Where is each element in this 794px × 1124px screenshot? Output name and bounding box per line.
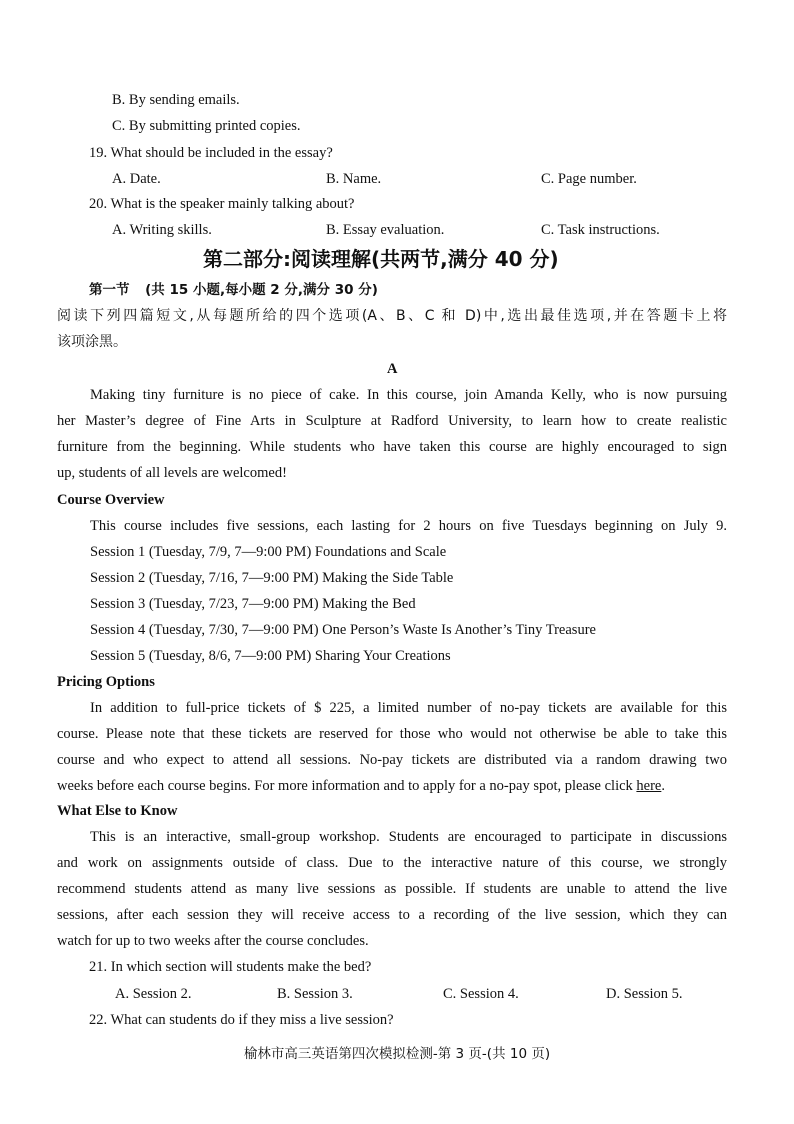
- pricing-line-3: course and who expect to attend all sessions. No-pay tickets are distributed via a random drawing two: [57, 752, 727, 768]
- overview-text: This course includes five sessions, each lasting for 2 hours on five Tuesdays beginning on July 9.: [90, 518, 727, 534]
- q20-option-a: A. Writing skills.: [112, 222, 212, 238]
- intro-line-2: her Master’s degree of Fine Arts in Sculpture at Radford University, to learn how to create realistic: [57, 413, 727, 429]
- q22-stem: 22. What can students do if they miss a live session?: [89, 1012, 394, 1028]
- q18-option-b: B. By sending emails.: [112, 92, 240, 108]
- intro-line-3: furniture from the beginning. While students who have taken this course are highly encouraged to sign: [57, 439, 727, 455]
- else-line-1: This is an interactive, small-group workshop. Students are encouraged to participate in discussions: [90, 829, 727, 845]
- else-title: What Else to Know: [57, 803, 178, 819]
- pricing-line-4-end: .: [661, 778, 665, 794]
- else-line-2: and work on assignments outside of class. Due to the interactive nature of this course, we strongly: [57, 855, 727, 871]
- apply-here-link[interactable]: here: [636, 778, 662, 794]
- q21-option-c: C. Session 4.: [443, 986, 519, 1002]
- q21-option-d: D. Session 5.: [606, 986, 683, 1002]
- q21-option-b: B. Session 3.: [277, 986, 353, 1002]
- pricing-line-4-text: weeks before each course begins. For more information and to apply for a no-pay spot, please click: [57, 778, 637, 794]
- part2-heading: 第二部分:阅读理解(共两节,满分 40 分): [203, 247, 559, 271]
- session-3: Session 3 (Tuesday, 7/23, 7—9:00 PM) Making the Bed: [90, 596, 416, 612]
- q21-option-a: A. Session 2.: [115, 986, 192, 1002]
- q19-option-b: B. Name.: [326, 171, 382, 187]
- session-2: Session 2 (Tuesday, 7/16, 7—9:00 PM) Making the Side Table: [90, 570, 454, 586]
- section1-header: [89, 280, 378, 300]
- pricing-title: Pricing Options: [57, 674, 155, 690]
- else-line-3: recommend students attend as many live sessions as possible. If students are unable to attend the live: [57, 881, 727, 897]
- page-footer: 榆林市高三英语第四次模拟检测-第 3 页-(共 10 页): [243, 1046, 551, 1062]
- course-overview-title: Course Overview: [57, 492, 165, 508]
- q20-stem: 20. What is the speaker mainly talking about?: [89, 196, 355, 212]
- passage-letter: A: [387, 361, 398, 377]
- pricing-line-1: In addition to full-price tickets of $ 225, a limited number of no-pay tickets are available for this: [90, 700, 727, 716]
- session-4: Session 4 (Tuesday, 7/30, 7—9:00 PM) One Person’s Waste Is Another’s Tiny Treasure: [90, 622, 596, 638]
- q19-option-c: C. Page number.: [541, 171, 637, 187]
- else-line-4: sessions, after each session they will receive access to a recording of the live session, which they can: [57, 907, 727, 923]
- q20-option-b: B. Essay evaluation.: [326, 222, 445, 238]
- pricing-line-2: course. Please note that these tickets are reserved for those who would not otherwise be able to take this: [57, 726, 727, 742]
- else-line-5: watch for up to two weeks after the course concludes.: [57, 933, 369, 949]
- section1-title: 第一节: [89, 282, 130, 298]
- pricing-line-4: [57, 776, 665, 796]
- q19-stem: 19. What should be included in the essay?: [89, 145, 333, 161]
- instructions-line-2: 该项涂黑。: [57, 334, 127, 350]
- section1-note: (共 15 小题,每小题 2 分,满分 30 分): [145, 282, 378, 298]
- intro-line-1: Making tiny furniture is no piece of cake. In this course, join Amanda Kelly, who is now pursuing: [90, 387, 727, 403]
- q21-stem: 21. In which section will students make the bed?: [89, 959, 372, 975]
- q20-option-c: C. Task instructions.: [541, 222, 660, 238]
- q18-option-c: C. By submitting printed copies.: [112, 118, 301, 134]
- intro-line-4: up, students of all levels are welcomed!: [57, 465, 287, 481]
- session-1: Session 1 (Tuesday, 7/9, 7—9:00 PM) Foundations and Scale: [90, 544, 447, 560]
- instructions-line-1: 阅读下列四篇短文,从每题所给的四个选项(A、B、C 和 D)中,选出最佳选项,并在答题卡上将: [57, 308, 727, 324]
- session-5: Session 5 (Tuesday, 8/6, 7—9:00 PM) Sharing Your Creations: [90, 648, 451, 664]
- q19-option-a: A. Date.: [112, 171, 161, 187]
